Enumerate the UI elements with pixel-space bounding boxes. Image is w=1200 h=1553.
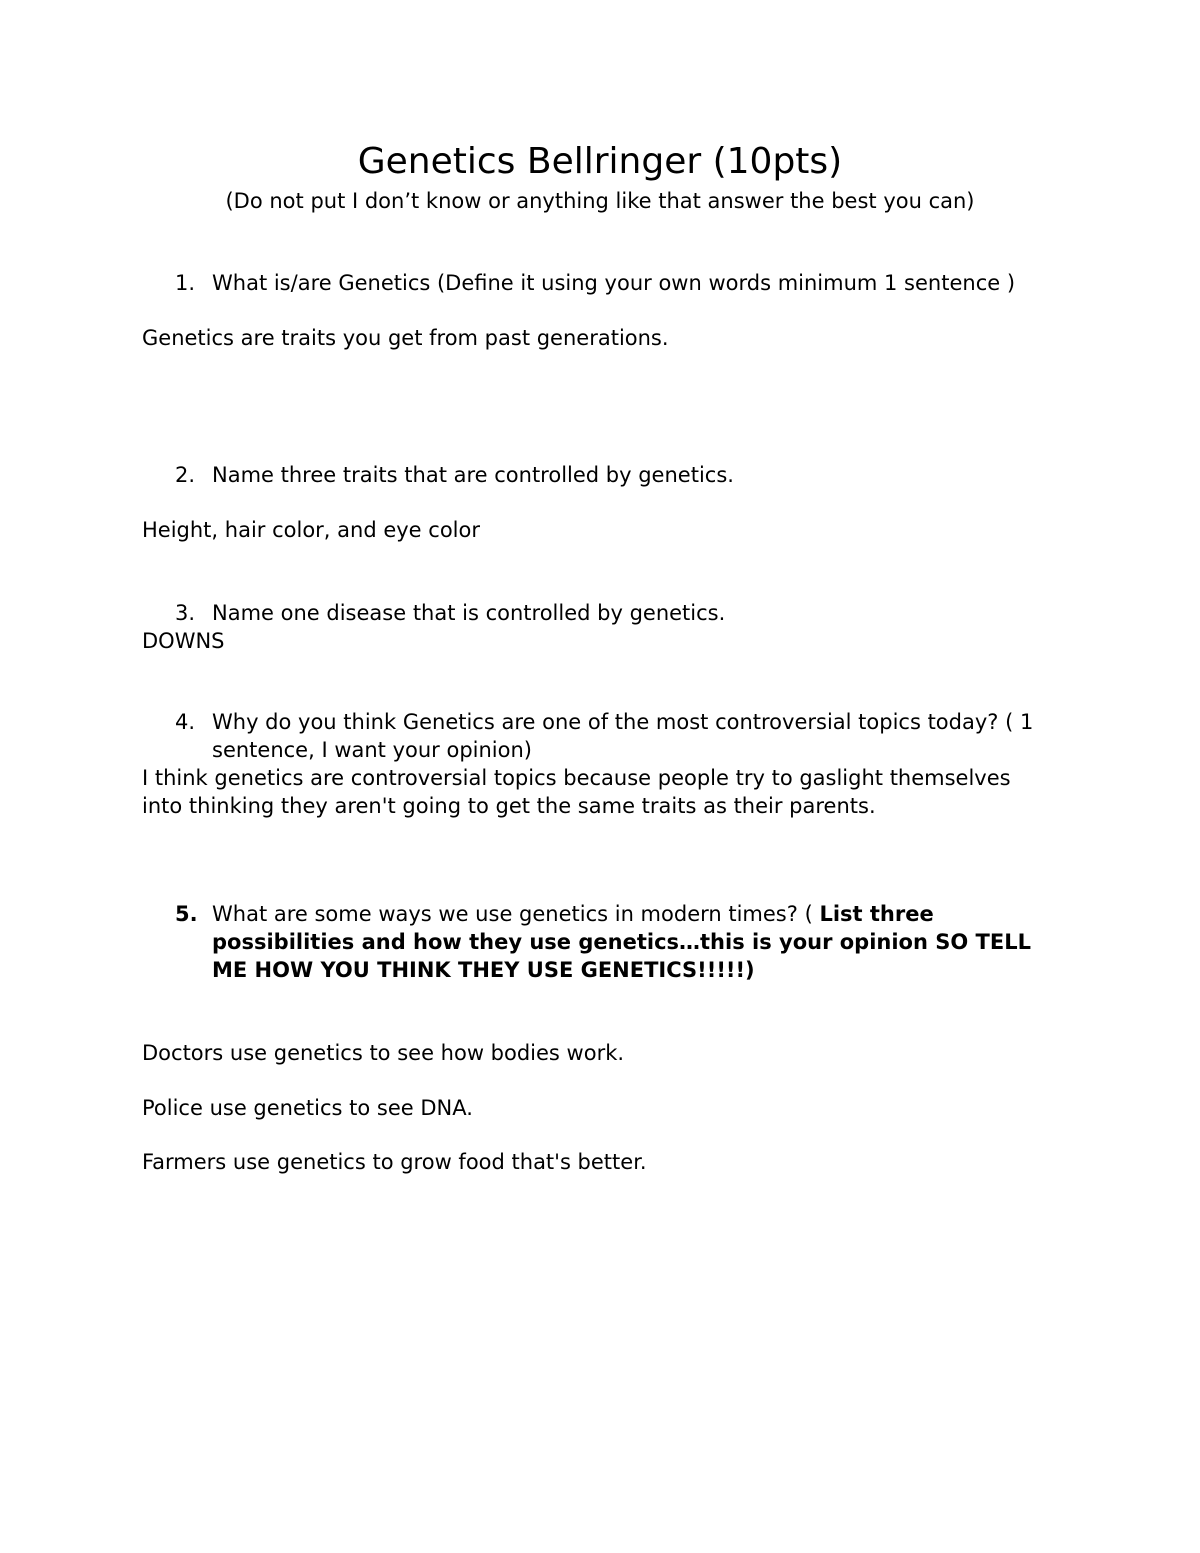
answer-5-item-2: Police use genetics to see DNA. bbox=[142, 1096, 473, 1120]
question-text bbox=[212, 900, 1045, 984]
question-text: What is/are Genetics (Define it using your own words minimum 1 sentence ) bbox=[212, 271, 1016, 295]
question-text: Name three traits that are controlled by genetics. bbox=[212, 463, 734, 487]
page-subtitle: (Do not put I don’t know or anything like that answer the best you can) bbox=[225, 189, 975, 213]
question-number: 4. bbox=[175, 710, 196, 734]
question-text: Why do you think Genetics are one of the most controversial topics today? ( 1 sentence, I want your opinion) bbox=[212, 710, 1034, 762]
question-1 bbox=[175, 269, 1035, 297]
question-3 bbox=[175, 599, 1035, 627]
question-4 bbox=[175, 708, 1035, 764]
answer-5-item-3: Farmers use genetics to grow food that's better. bbox=[142, 1150, 647, 1174]
question-5 bbox=[175, 900, 1045, 984]
question-text-plain: What are some ways we use genetics in modern times? ( bbox=[212, 902, 820, 926]
question-text: Name one disease that is controlled by genetics. bbox=[212, 601, 726, 625]
question-number: 5. bbox=[175, 902, 198, 926]
question-number: 3. bbox=[175, 601, 196, 625]
answer-4: I think genetics are controversial topics because people try to gaslight themselves into thinking they aren't going to get the same traits as their parents. bbox=[142, 766, 1011, 818]
answer-2: Height, hair color, and eye color bbox=[142, 518, 480, 542]
question-number: 2. bbox=[175, 463, 196, 487]
answer-3: DOWNS bbox=[142, 629, 225, 653]
page-title: Genetics Bellringer (10pts) bbox=[357, 141, 843, 182]
question-text-emphasis: List three possibilities and how they use genetics…this is your opinion SO TELL ME HOW YOU THINK THEY USE GENETICS!!!!!) bbox=[212, 902, 1031, 982]
question-2 bbox=[175, 461, 1035, 489]
question-number: 1. bbox=[175, 271, 196, 295]
answer-5-item-1: Doctors use genetics to see how bodies work. bbox=[142, 1041, 625, 1065]
answer-1: Genetics are traits you get from past generations. bbox=[142, 326, 669, 350]
